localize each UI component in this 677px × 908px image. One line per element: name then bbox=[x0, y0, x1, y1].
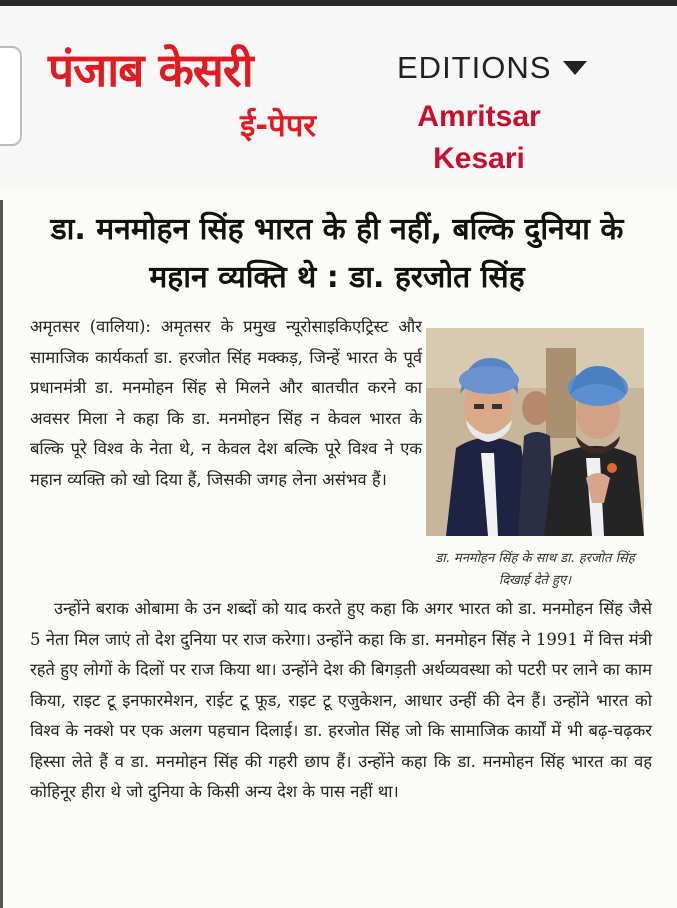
article-headline: डा. मनमोहन सिंह भारत के ही नहीं, बल्कि दुनिया के महान व्यक्ति थे : डा. हरजोत सिंह bbox=[50, 212, 624, 295]
column-rule bbox=[0, 200, 3, 908]
editions-label: EDITIONS bbox=[397, 50, 552, 85]
article-photo bbox=[426, 328, 644, 536]
logo-subtext: ई-पेपर bbox=[240, 108, 316, 144]
caret-down-icon[interactable] bbox=[563, 61, 587, 75]
masthead bbox=[0, 6, 677, 188]
article-intro-paragraph: अमृतसर (वालिया): अमृतसर के प्रमुख न्यूरोसाइकिएट्रिस्ट और सामाजिक कार्यकर्ता डा. हरजोत सिंह मक्कड़, जिन्हें भारत के पूर्व प्रधानमंत्री डा. मनमोहन सिंह से मिलने और बातचीत करने का अवसर मिला ने कहा कि डा. मनमोहन सिंह न केवल भारत के बल्कि पूरे विश्व के नेता थे, न केवल देश बल्कि पूरे विश्व ने एक महान व्यक्ति को खो दिया हैं, जिसकी जगह लेना असंभव हैं। bbox=[30, 317, 422, 489]
article-body-paragraph: उन्होंने बराक ओबामा के उन शब्दों को याद करते हुए कहा कि अगर भारत को डा. मनमोहन सिंह जैसे 5 नेता मिल जाएं तो देश दुनिया पर राज करेगा। उन्होंने कहा कि डा. मनमोहन सिंह ने 1991 में वित्त मंत्री रहते हुए लोगों के दिलों पर राज किया था। उन्होंने देश की बिगड़ती अर्थव्यवस्था को पटरी पर लाने का काम किया, राइट टू इनफारमेशन, राईट टू फूड, राइट टू एजुकेशन, आधार उन्हीं की देन हैं। उन्होंने भारत को विश्व के नक्शे पर एक अलग पहचान दिलाई। डा. हरजोत सिंह जो कि सामाजिक कार्यों में भी बढ़-चढ़कर हिस्सा लेते हैं व डा. मनमोहन सिंह की गहरी छाप हैं। उन्होंने कहा कि डा. मनमोहन सिंह भारत का वह कोहिनूर हीरा थे जो दुनिया के किसी अन्य देश के पास नहीं था। bbox=[30, 599, 652, 801]
photo-illustration bbox=[426, 328, 644, 536]
article-clipping bbox=[0, 188, 677, 908]
logo-text[interactable]: पंजाब केसरी bbox=[48, 43, 253, 97]
photo-caption: डा. मनमोहन सिंह के साथ डा. हरजोत सिंह दिखाई देते हुए। bbox=[435, 551, 635, 588]
side-drawer-handle[interactable] bbox=[0, 46, 22, 146]
selected-edition[interactable]: Amritsar Kesari bbox=[417, 100, 541, 175]
editions-dropdown[interactable] bbox=[397, 48, 587, 88]
